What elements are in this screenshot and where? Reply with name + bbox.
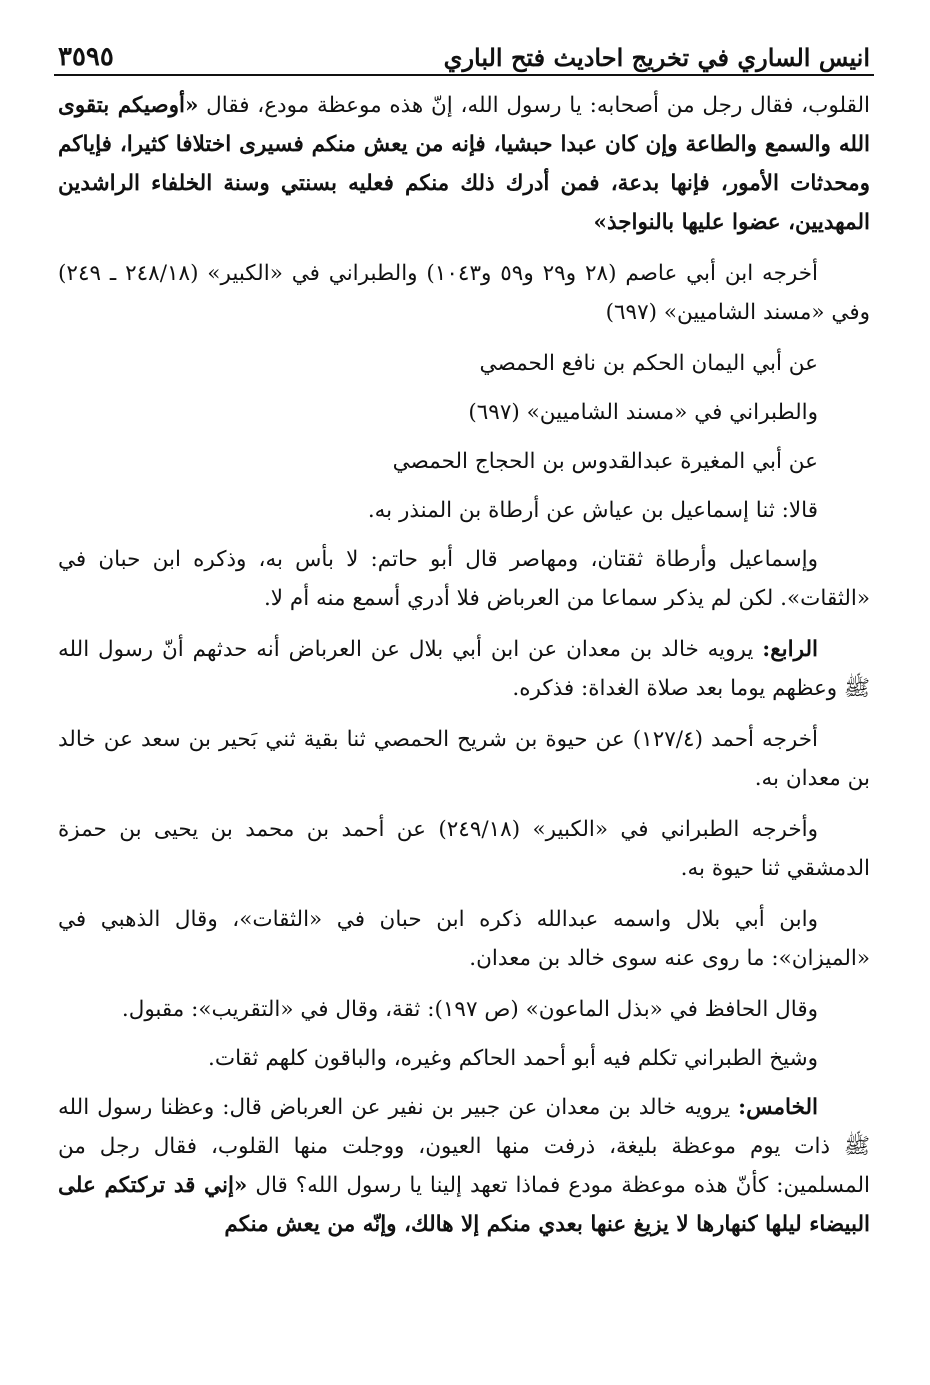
paragraph-narrator-1: عن أبي اليمان الحكم بن نافع الحمصي	[479, 351, 818, 376]
paragraph-hafiz: وقال الحافظ في «بذل الماعون» (ص ١٩٧): ثقة، وقال في «التقريب»: مقبول.	[121, 997, 818, 1022]
paragraph-ibn-abi-bilal: وابن أبي بلال واسمه عبدالله ذكره ابن حبان في «الثقات»، وقال الذهبي في «الميزان»: ما روى عنه سوى خالد بن معدان.	[58, 907, 870, 971]
page-number: ٣٥٩٥	[58, 42, 114, 72]
page-body	[58, 86, 870, 1244]
paragraph-ahmad: أخرجه أحمد (١٢٧/٤) عن حيوة بن شريح الحمصي ثنا بقية ثني بَحير بن سعد عن خالد بن معدان به.	[58, 727, 870, 791]
paragraph-text: يرويه خالد بن معدان عن ابن أبي بلال عن العرباض أنه حدثهم أنّ رسول الله ﷺ وعظهم يوما بعد صلاة الغداة: فذكره.	[58, 637, 870, 701]
paragraph-grading: وإسماعيل وأرطاة ثقتان، ومهاصر قال أبو حاتم: لا بأس به، وذكره ابن حبان في «الثقات». لكن لم يذكر سماعا من العرباض فلا أدري أسمع منه أم لا.	[58, 547, 870, 611]
paragraph-fifth-route	[58, 1088, 870, 1244]
running-header	[54, 28, 874, 76]
section-label-fifth: الخامس:	[738, 1095, 818, 1120]
paragraph-hadith-text	[58, 86, 870, 242]
paragraph-takhrij: أخرجه ابن أبي عاصم (٢٨ و٢٩ و٥٩ و١٠٤٣) والطبراني في «الكبير» (٢٤٨/١٨ ـ ٢٤٩) وفي «مسند الشاميين» (٦٩٧)	[58, 261, 870, 325]
paragraph-narrator-2: عن أبي المغيرة عبدالقدوس بن الحجاج الحمصي	[392, 449, 818, 474]
hadith-quote-bold: «أوصيكم بتقوى الله والسمع والطاعة وإن كان عبدا حبشيا، فإنه من يعش منكم فسيرى اختلافا كثيرا، فإياكم ومحدثات الأمور، فإنها بدعة، فمن أدرك ذلك منكم فعليه بسنتي وسنة الخلفاء الراشدين المهديين، عضوا عليها بالنواجذ»	[58, 93, 870, 235]
paragraph-tabarani: والطبراني في «مسند الشاميين» (٦٩٧)	[468, 400, 818, 425]
paragraph-tabarani-kabir: وأخرجه الطبراني في «الكبير» (٢٤٩/١٨) عن أحمد بن محمد بن يحيى بن حمزة الدمشقي ثنا حيوة به.	[58, 817, 870, 881]
paragraph-qala: قالا: ثنا إسماعيل بن عياش عن أرطاة بن المنذر به.	[367, 498, 818, 523]
paragraph-text: يرويه خالد بن معدان عن جبير بن نفير عن العرباض قال: وعظنا رسول الله ﷺ ذات يوم موعظة بليغة، ذرفت منها العيون، ووجلت منها القلوب، فقال رجل من المسلمين: كأنّ هذه موعظة مودع فماذا تعهد إلينا يا رسول الله؟ قال	[58, 1095, 871, 1198]
paragraph-text: القلوب، فقال رجل من أصحابه: يا رسول الله، إنّ هذه موعظة مودع، فقال	[198, 93, 870, 118]
paragraph-shaykh-tabarani: وشيخ الطبراني تكلم فيه أبو أحمد الحاكم وغيره، والباقون كلهم ثقات.	[208, 1046, 818, 1071]
hadith-quote-bold: «إني قد تركتكم على البيضاء ليلها كنهارها لا يزيغ عنها بعدي منكم إلا هالك، وإنّه من يعش منكم	[58, 1173, 870, 1237]
section-label-fourth: الرابع:	[762, 637, 818, 662]
book-title: انيس الساري في تخريج احاديث فتح الباري	[443, 43, 870, 72]
paragraph-fourth-route	[58, 630, 870, 708]
